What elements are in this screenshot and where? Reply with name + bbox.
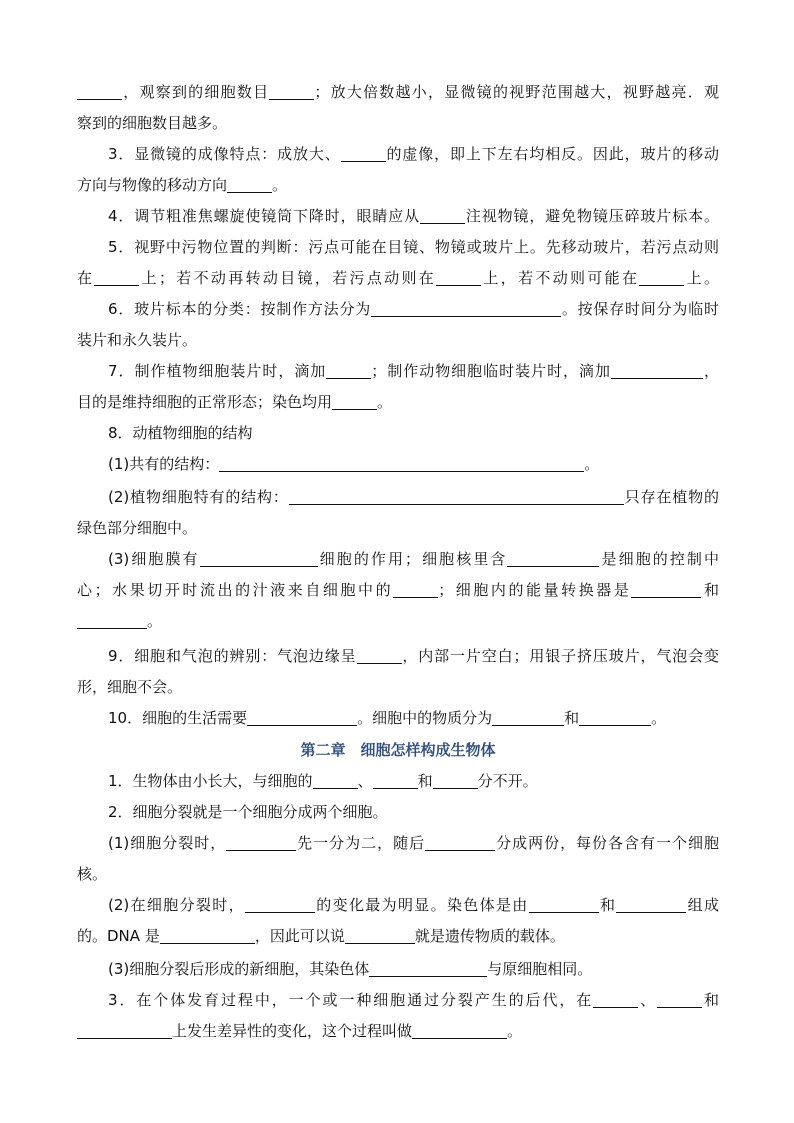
answer-blank[interactable] [345, 925, 415, 944]
answer-blank[interactable] [529, 894, 599, 913]
answer-blank[interactable] [631, 579, 701, 598]
text-line: (2)植物细胞特有的结构： 只存在植物的 [108, 488, 719, 506]
text-line: 目的是维持细胞的正常形态；染色均用 。 [77, 393, 393, 411]
text-line: 。 [77, 606, 719, 636]
text-line: 形，细胞不会。 [77, 678, 183, 696]
answer-blank[interactable] [373, 770, 418, 789]
answer-blank[interactable] [357, 645, 402, 664]
answer-blank[interactable] [393, 579, 438, 598]
answer-blank[interactable] [436, 267, 481, 286]
text-line: 10．细胞的生活需要 。细胞中的物质分为 和 。 [108, 709, 667, 727]
text-line: 察到的细胞数目越多。 [77, 114, 228, 132]
answer-blank[interactable] [341, 143, 386, 162]
answer-blank[interactable] [227, 174, 272, 193]
answer-blank[interactable] [77, 610, 147, 629]
answer-blank[interactable] [313, 770, 358, 789]
answer-blank[interactable] [269, 81, 314, 100]
text-line: ，观察到的细胞数目 ；放大倍数越小，显微镜的视野范围越大，视野越亮．观 [77, 77, 719, 107]
answer-blank[interactable] [160, 925, 255, 944]
answer-blank[interactable] [507, 548, 599, 567]
text-line: (1)细胞分裂时， 先一分为二，随后 分成两份，每份各含有一个细胞 [108, 834, 719, 852]
text-line: 5．视野中污物位置的判断：污点可能在目镜、物镜或玻片上。先移动玻片，若污点动则 [108, 238, 719, 256]
chapter-heading: 第二章 细胞怎样构成生物体 [300, 741, 496, 759]
answer-blank[interactable] [639, 267, 684, 286]
text-line: 在 上；若不动再转动目镜，若污点动则在 上，若不动则可能在 上。 [77, 269, 719, 287]
text-line: 3．显微镜的成像特点：成放大、 的虚像，即上下左右均相反。因此，玻片的移动 [108, 145, 719, 163]
answer-blank[interactable] [245, 894, 315, 913]
text-line: 核。 [77, 865, 108, 883]
text-line: 1．生物体由小长大，与细胞的 、 和 分不开。 [108, 772, 538, 790]
answer-blank[interactable] [492, 707, 564, 726]
answer-blank[interactable] [657, 989, 702, 1008]
text-line: 3．在个体发育过程中，一个或一种细胞通过分裂产生的后代，在 、 和 [108, 991, 719, 1009]
answer-blank[interactable] [369, 958, 487, 977]
answer-blank[interactable] [77, 81, 122, 100]
text-line: 2．细胞分裂就是一个细胞分成两个细胞。 [108, 803, 388, 821]
text-line: 心；水果切开时流出的汁液来自细胞中的 ；细胞内的能量转换器是 和 [77, 581, 719, 599]
answer-blank[interactable] [425, 832, 495, 851]
answer-blank[interactable] [412, 1020, 507, 1039]
text-line: (3)细胞膜有 细胞的作用；细胞核里含 是细胞的控制中 [108, 550, 719, 568]
answer-blank[interactable] [611, 360, 703, 379]
answer-blank[interactable] [332, 391, 377, 410]
answer-blank[interactable] [200, 548, 318, 567]
answer-blank[interactable] [420, 205, 465, 224]
text-line: 的。DNA 是 ，因此可以说 就是遗传物质的载体。 [77, 927, 565, 945]
text-line: 9．细胞和气泡的辨别：气泡边缘呈 ，内部一片空白；用银子挤压玻片，气泡会变 [108, 647, 719, 665]
answer-blank[interactable] [94, 267, 139, 286]
answer-blank[interactable] [616, 894, 686, 913]
answer-blank[interactable] [579, 707, 651, 726]
text-line: 6．玻片标本的分类：按制作方法分为 。按保存时间分为临时 [108, 300, 719, 318]
text-line: (3)细胞分裂后形成的新细胞，其染色体 与原细胞相同。 [108, 960, 593, 978]
text-line: 方向与物像的移动方向 。 [77, 176, 288, 194]
answer-blank[interactable] [247, 707, 357, 726]
text-line: (1)共有的结构： 。 [108, 455, 600, 473]
text-line: 装片和永久装片。 [77, 331, 198, 349]
text-line: 7．制作植物细胞装片时，滴加 ；制作动物细胞临时装片时，滴加 ， [108, 362, 719, 380]
text-line: 4．调节粗准焦螺旋使镜筒下降时，眼睛应从 注视物镜，避免物镜压碎玻片标本。 [108, 207, 719, 225]
answer-blank[interactable] [77, 1020, 172, 1039]
answer-blank[interactable] [326, 360, 371, 379]
answer-blank[interactable] [219, 453, 584, 472]
answer-blank[interactable] [289, 486, 624, 505]
answer-blank[interactable] [433, 770, 478, 789]
answer-blank[interactable] [371, 298, 561, 317]
text-line: 上发生差异性的变化，这个过程叫做 。 [77, 1016, 719, 1046]
text-line: 8．动植物细胞的结构 [108, 424, 253, 442]
answer-blank[interactable] [226, 832, 296, 851]
answer-blank[interactable] [593, 989, 638, 1008]
text-line: 绿色部分细胞中。 [77, 519, 198, 537]
text-line: (2)在细胞分裂时， 的变化最为明显。染色体是由 和 组成 [108, 896, 719, 914]
